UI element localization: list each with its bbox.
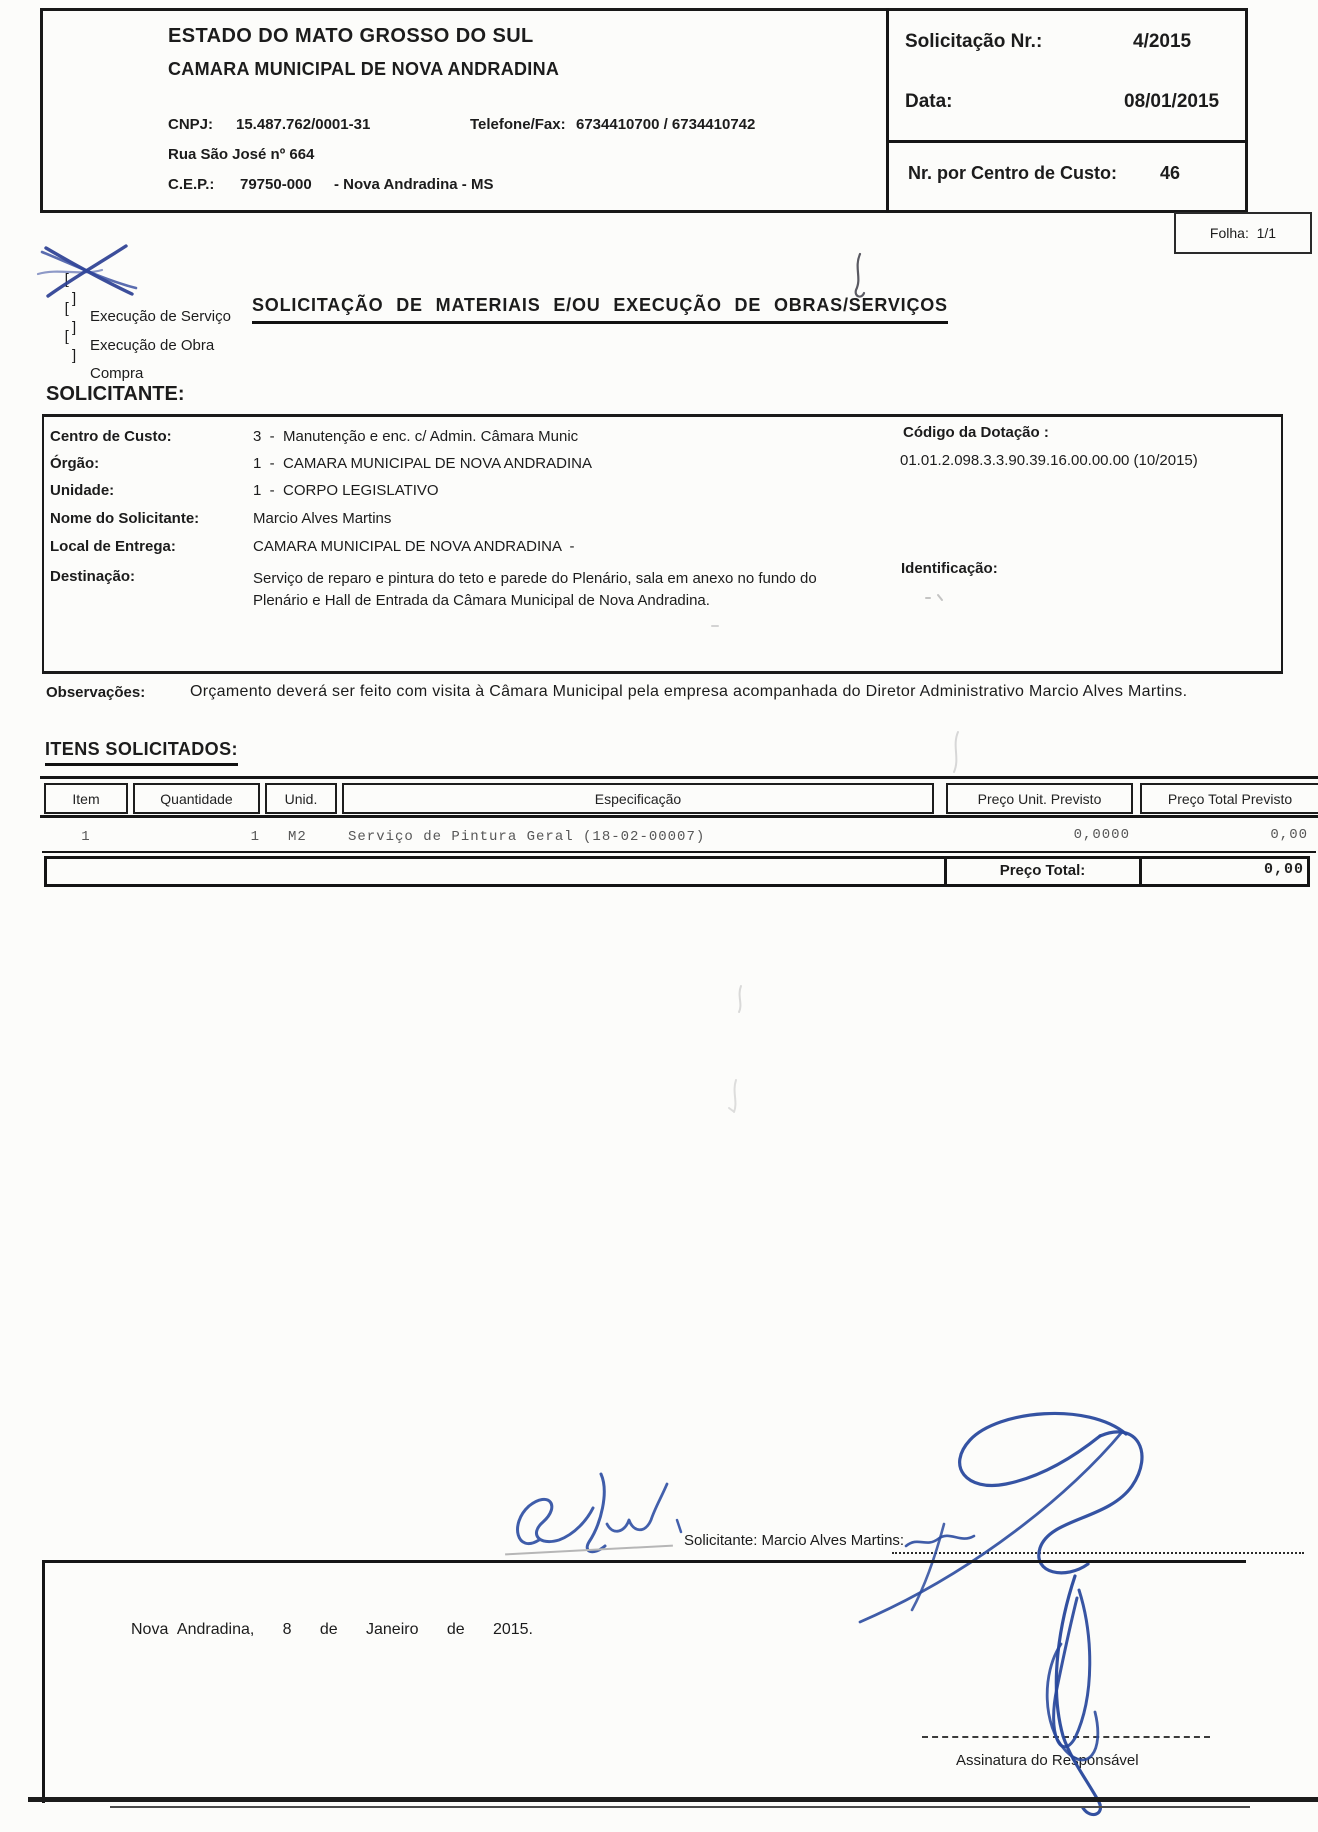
cost-center-value: 46	[1160, 163, 1181, 183]
table-header-preco-total	[1140, 783, 1318, 814]
cnpj-label: CNPJ:	[168, 116, 214, 133]
table-header-unid	[265, 783, 337, 814]
org-name-line1: ESTADO DO MATO GROSSO DO SUL	[168, 25, 534, 47]
table-row-unid: M2	[288, 829, 307, 845]
field-label-identificacao: Identificação:	[901, 560, 998, 577]
city-line: - Nova Andradina - MS	[334, 176, 494, 193]
phone-label: Telefone/Fax:	[470, 116, 566, 133]
table-row-preco-unit: 0,0000	[1073, 827, 1130, 843]
checkbox-bracket-open: [	[64, 270, 69, 288]
field-label-orgao: Órgão:	[50, 455, 100, 472]
table-row-quantidade: 1	[250, 829, 260, 845]
date-label: Data:	[905, 91, 953, 112]
field-label-codigo-dotacao: Código da Dotação :	[903, 424, 1049, 441]
cnpj-value: 15.487.762/0001-31	[236, 116, 371, 133]
pen-mark-artifact	[845, 250, 875, 302]
table-header-preco-unit	[946, 783, 1133, 814]
folha-label: Folha: 1/1	[1209, 225, 1277, 241]
folha-box	[1174, 212, 1312, 254]
table-row-item: 1	[81, 829, 91, 845]
table-header-item	[44, 783, 128, 814]
table-row-bottom-rule	[42, 851, 1316, 853]
preco-total-label: Preço Total:	[999, 862, 1086, 879]
checkbox-bracket-open: [	[64, 327, 69, 345]
checkbox-bracket-close: ]	[72, 318, 77, 336]
itens-heading: ITENS SOLICITADOS:	[45, 738, 238, 766]
preco-total-divider-right	[1139, 856, 1142, 887]
field-label-nome-solicitante: Nome do Solicitante:	[50, 510, 200, 527]
field-value-codigo-dotacao: 01.01.2.098.3.3.90.39.16.00.00.00 (10/2015)	[900, 452, 1198, 469]
request-number-value: 4/2015	[1133, 31, 1192, 52]
table-header-quantidade	[133, 783, 260, 814]
table-top-rule	[40, 776, 1318, 779]
checkbox-x-mark	[36, 240, 142, 302]
field-label-unidade: Unidade:	[50, 482, 115, 499]
city-date-line: Nova Andradina, 8 de Janeiro de 2015.	[131, 1621, 533, 1638]
checkbox-label: Execução de Serviço	[90, 308, 231, 326]
page-bottom-rule	[28, 1797, 1318, 1802]
field-value-destinacao: Serviço de reparo e pintura do teto e parede do Plenário, sala em anexo no fundo do Plenário e Hall de Entrada da Câmara Municipal de Nova Andradina.	[253, 570, 821, 609]
observacoes-label: Observações:	[46, 684, 146, 701]
preco-total-value: 0,00	[1263, 861, 1304, 878]
observacoes-text: Orçamento deverá ser feito com visita à Câmara Municipal pela empresa acompanhada do Diretor Administrativo Marcio Alves Martins.	[190, 683, 1188, 700]
date-value: 08/01/2015	[1124, 91, 1220, 112]
scan-artifact-pencil	[924, 592, 950, 604]
cep-label: C.E.P.:	[168, 176, 215, 193]
phone-value: 6734410700 / 6734410742	[576, 116, 756, 133]
header-vertical-divider	[886, 8, 889, 213]
column-label: Especificação	[594, 790, 682, 807]
bottom-box-top-rule	[42, 1560, 1246, 1563]
column-label: Preço Total Previsto	[1167, 790, 1293, 807]
checkbox-bracket-close: ]	[72, 346, 77, 364]
header-right-divider	[886, 140, 1248, 143]
form-title: SOLICITAÇÃO DE MATERIAIS E/OU EXECUÇÃO DE OBRAS/SERVIÇOS	[252, 294, 948, 324]
field-value-unidade: 1 - CORPO LEGISLATIVO	[253, 482, 439, 499]
column-label: Quantidade	[160, 790, 233, 807]
address-line: Rua São José nº 664	[168, 146, 315, 163]
field-label-local-entrega: Local de Entrega:	[50, 538, 176, 555]
scan-artifact-squiggle	[946, 730, 966, 774]
table-row-especificacao: Serviço de Pintura Geral (18-02-00007)	[348, 829, 706, 845]
column-label: Unid.	[284, 790, 318, 807]
checkbox-bracket-open: [	[64, 299, 69, 317]
request-number-label: Solicitação Nr.:	[905, 31, 1043, 52]
solicitante-signature-label: Solicitante: Marcio Alves Martins:	[684, 1532, 905, 1549]
table-header-bottom-rule	[40, 815, 1318, 818]
scan-artifact-mark2	[726, 1078, 744, 1114]
signature-solicitante-initials	[495, 1462, 690, 1582]
checkbox-label: Execução de Obra	[90, 337, 215, 355]
field-label-centro-custo: Centro de Custo:	[50, 428, 172, 445]
checkbox-label: Compra	[90, 365, 144, 383]
field-value-nome-solicitante: Marcio Alves Martins	[253, 510, 392, 527]
table-header-especificacao	[342, 783, 934, 814]
scan-artifact-dot	[710, 622, 720, 630]
solicitante-heading: SOLICITANTE:	[46, 383, 185, 405]
scan-artifact-mark1	[733, 984, 749, 1014]
cost-center-label: Nr. por Centro de Custo:	[908, 163, 1118, 183]
field-label-destinacao: Destinação:	[50, 568, 136, 585]
field-value-centro-custo: 3 - Manutenção e enc. c/ Admin. Câmara Munic	[253, 428, 579, 445]
column-label: Preço Unit. Previsto	[977, 790, 1102, 807]
field-value-local-entrega: CAMARA MUNICIPAL DE NOVA ANDRADINA -	[253, 538, 575, 555]
org-name-line2: CAMARA MUNICIPAL DE NOVA ANDRADINA	[168, 59, 560, 79]
responsavel-signature-label: Assinatura do Responsável	[956, 1752, 1139, 1769]
cep-value: 79750-000	[240, 176, 312, 193]
field-value-orgao: 1 - CAMARA MUNICIPAL DE NOVA ANDRADINA	[253, 455, 592, 472]
signature-responsavel	[1013, 1570, 1145, 1822]
bottom-box-left-border	[42, 1560, 45, 1803]
table-row-preco-total: 0,00	[1270, 827, 1308, 843]
page-bottom-rule-echo	[110, 1806, 1250, 1808]
column-label: Item	[72, 790, 100, 807]
checkbox-bracket-close: ]	[72, 289, 77, 307]
